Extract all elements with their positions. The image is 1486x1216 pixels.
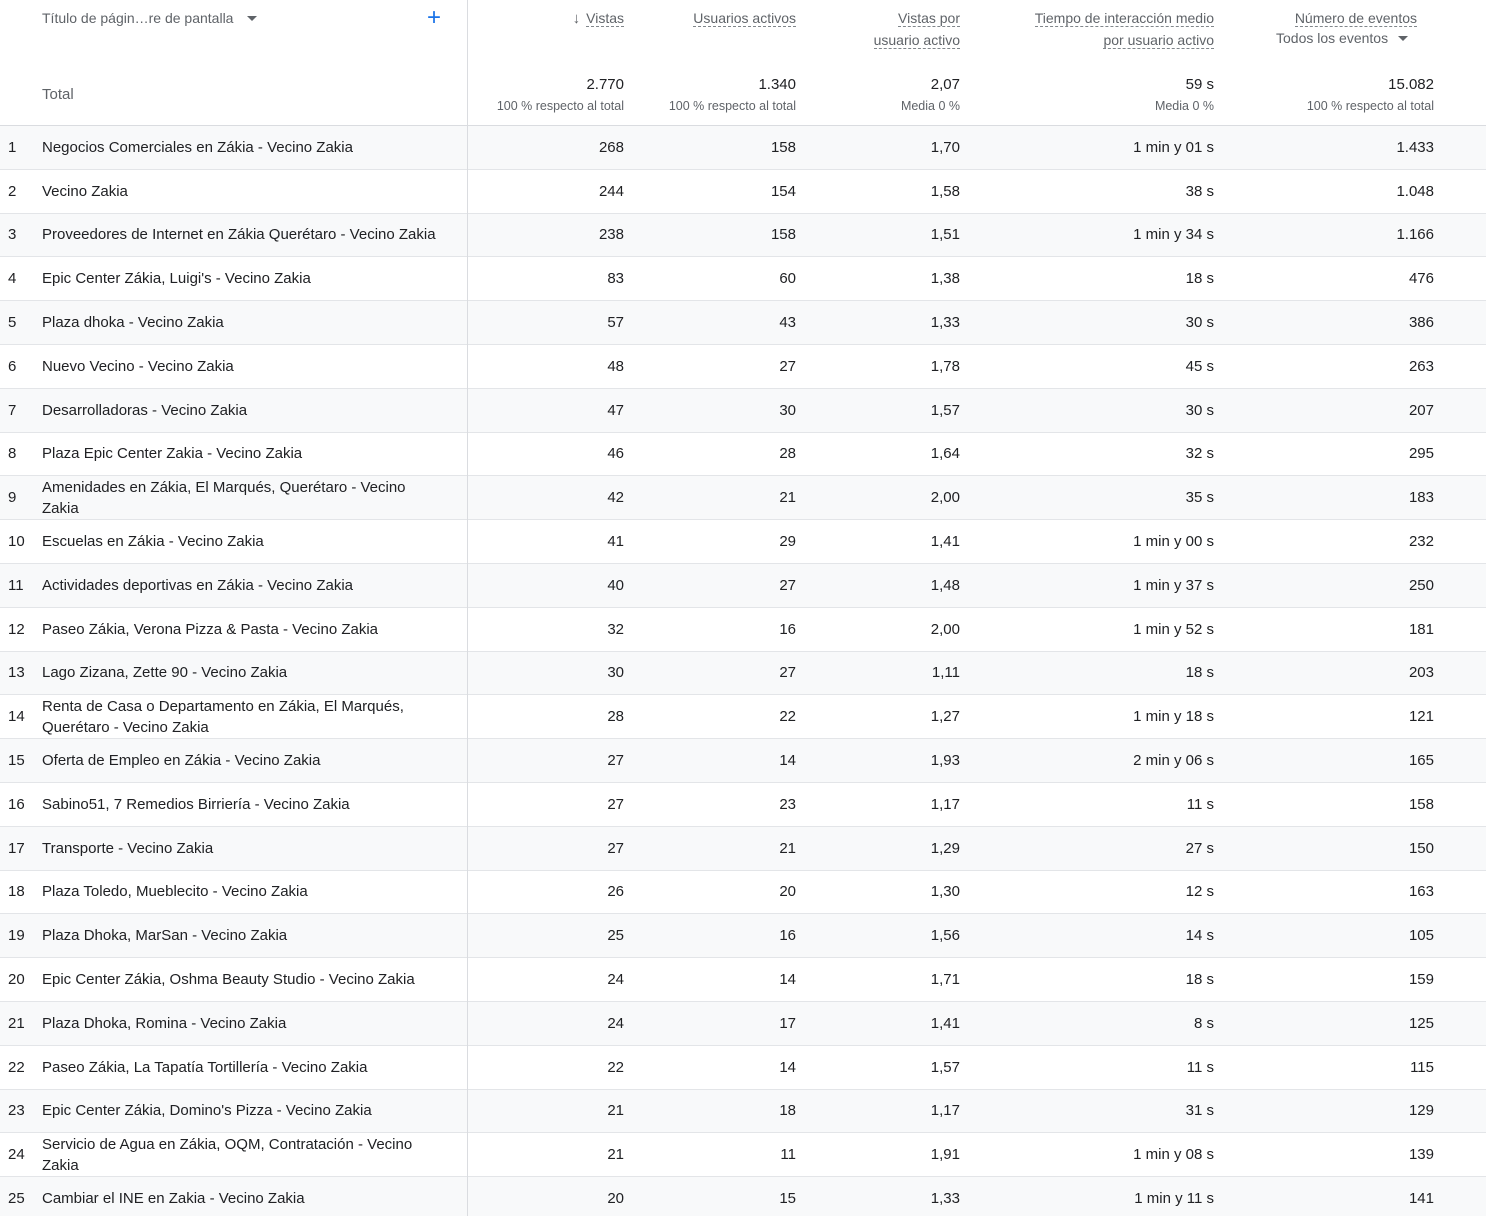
table-row[interactable] bbox=[0, 564, 1486, 608]
total-views-per-user-sub: Media 0 % bbox=[900, 99, 960, 113]
engagement-header-line2: por usuario activo bbox=[1103, 32, 1214, 48]
engagement-time-cell: 1 min y 52 s bbox=[1133, 620, 1214, 638]
views-cell: 46 bbox=[607, 445, 624, 463]
total-views-per-user bbox=[901, 74, 960, 116]
active-users-cell: 14 bbox=[779, 752, 796, 770]
total-views-value: 2.770 bbox=[586, 76, 624, 93]
page-title-cell[interactable]: Plaza dhoka - Vecino Zakia bbox=[42, 314, 224, 332]
engagement-time-cell: 18 s bbox=[1185, 971, 1214, 989]
page-title-cell[interactable]: Escuelas en Zákia - Vecino Zakia bbox=[42, 533, 264, 551]
table-row[interactable] bbox=[0, 1177, 1486, 1216]
page-title-cell[interactable]: Plaza Dhoka, Romina - Vecino Zakia bbox=[42, 1014, 287, 1032]
total-active-users-value: 1.340 bbox=[758, 76, 796, 93]
table-body bbox=[0, 126, 1486, 1216]
total-label: Total bbox=[42, 86, 74, 103]
views-cell: 24 bbox=[607, 1014, 624, 1032]
engagement-time-cell: 12 s bbox=[1185, 883, 1214, 901]
add-dimension-icon[interactable]: + bbox=[427, 4, 442, 31]
events-cell: 1.166 bbox=[1396, 226, 1434, 244]
views-cell: 42 bbox=[607, 489, 624, 507]
row-index: 9 bbox=[8, 489, 17, 507]
views-cell: 47 bbox=[607, 401, 624, 419]
total-events bbox=[1307, 74, 1434, 116]
page-title-cell[interactable]: Epic Center Zákia, Oshma Beauty Studio - Vecino Zakia bbox=[42, 971, 415, 989]
total-events-sub: 100 % respecto al total bbox=[1306, 99, 1434, 113]
events-cell: 115 bbox=[1410, 1058, 1434, 1076]
page-title-cell[interactable]: Actividades deportivas en Zákia - Vecino Zakia bbox=[42, 576, 353, 594]
table-row[interactable] bbox=[0, 827, 1486, 871]
page-title-cell[interactable]: Sabino51, 7 Remedios Birriería - Vecino Zakia bbox=[42, 795, 350, 813]
active-users-cell: 20 bbox=[779, 883, 796, 901]
views-cell: 27 bbox=[607, 752, 624, 770]
page-title-cell[interactable]: Epic Center Zákia, Domino's Pizza - Vecino Zakia bbox=[42, 1102, 372, 1120]
views-cell: 30 bbox=[607, 664, 624, 682]
views-per-user-cell: 2,00 bbox=[930, 489, 960, 507]
views-cell: 268 bbox=[598, 138, 624, 156]
engagement-time-cell: 1 min y 01 s bbox=[1133, 138, 1214, 156]
events-cell: 129 bbox=[1408, 1102, 1434, 1120]
engagement-time-cell: 18 s bbox=[1185, 664, 1214, 682]
page-title-cell[interactable]: Desarrolladoras - Vecino Zakia bbox=[42, 401, 248, 419]
active-users-cell: 27 bbox=[779, 357, 796, 375]
table-row[interactable] bbox=[0, 695, 1486, 739]
views-cell: 28 bbox=[607, 708, 624, 726]
events-cell: 183 bbox=[1408, 489, 1434, 507]
views-per-user-cell: 1,33 bbox=[930, 1190, 960, 1208]
engagement-time-cell: 35 s bbox=[1185, 489, 1214, 507]
row-index: 6 bbox=[8, 357, 17, 375]
row-index: 19 bbox=[8, 927, 25, 945]
row-index: 7 bbox=[8, 401, 17, 419]
engagement-time-cell: 45 s bbox=[1185, 357, 1214, 375]
active-users-cell: 18 bbox=[779, 1102, 796, 1120]
active-users-cell: 16 bbox=[779, 620, 796, 638]
row-index: 8 bbox=[8, 445, 17, 463]
total-engagement-sub: Media 0 % bbox=[1154, 99, 1214, 113]
row-index: 10 bbox=[8, 533, 25, 551]
views-cell: 20 bbox=[607, 1190, 624, 1208]
views-per-user-cell: 1,41 bbox=[930, 533, 960, 551]
engagement-time-cell: 14 s bbox=[1185, 927, 1214, 945]
views-cell: 27 bbox=[607, 795, 624, 813]
table-row[interactable] bbox=[0, 958, 1486, 1002]
page-title-cell[interactable]: Amenidades en Zákia, El Marqués, Querétaro - Vecino Zakia bbox=[42, 478, 406, 517]
active-users-cell: 43 bbox=[779, 314, 796, 332]
row-index: 18 bbox=[8, 883, 25, 901]
row-index: 3 bbox=[8, 226, 17, 244]
engagement-header-line1: Tiempo de interacción medio bbox=[1034, 10, 1214, 26]
views-per-user-cell: 1,71 bbox=[930, 971, 960, 989]
table-row[interactable] bbox=[0, 301, 1486, 345]
engagement-time-cell: 8 s bbox=[1193, 1014, 1214, 1032]
events-header-label: Número de eventos bbox=[1294, 10, 1417, 26]
table-row[interactable] bbox=[0, 1002, 1486, 1046]
row-index: 20 bbox=[8, 971, 25, 989]
events-cell: 476 bbox=[1408, 270, 1434, 288]
column-header-views-per-user[interactable] bbox=[874, 7, 960, 51]
total-views bbox=[497, 74, 624, 116]
column-header-views[interactable] bbox=[573, 7, 624, 30]
active-users-cell: 22 bbox=[779, 708, 796, 726]
engagement-time-cell: 1 min y 18 s bbox=[1133, 708, 1214, 726]
views-per-user-cell: 1,11 bbox=[931, 664, 960, 682]
active-users-cell: 17 bbox=[779, 1014, 796, 1032]
events-cell: 181 bbox=[1408, 620, 1434, 638]
table-row[interactable] bbox=[0, 126, 1486, 170]
views-per-user-cell: 1,58 bbox=[930, 182, 960, 200]
events-cell: 207 bbox=[1408, 401, 1434, 419]
views-per-user-cell: 1,91 bbox=[930, 1146, 960, 1164]
engagement-time-cell: 1 min y 08 s bbox=[1133, 1146, 1214, 1164]
column-header-events[interactable] bbox=[1295, 7, 1417, 29]
active-users-cell: 158 bbox=[770, 138, 796, 156]
table-header bbox=[0, 0, 1486, 126]
active-users-cell: 16 bbox=[779, 927, 796, 945]
events-cell: 163 bbox=[1408, 883, 1434, 901]
page-title-cell[interactable]: Lago Zizana, Zette 90 - Vecino Zakia bbox=[42, 664, 288, 682]
page-title-cell[interactable]: Cambiar el INE en Zakia - Vecino Zakia bbox=[42, 1190, 305, 1208]
page-title-cell[interactable]: Proveedores de Internet en Zákia Querétaro - Vecino Zakia bbox=[42, 226, 436, 244]
table-row[interactable] bbox=[0, 476, 1486, 520]
events-cell: 165 bbox=[1408, 752, 1434, 770]
row-index: 11 bbox=[8, 576, 24, 594]
events-cell: 295 bbox=[1408, 445, 1434, 463]
table-row[interactable] bbox=[0, 1090, 1486, 1134]
table-row[interactable] bbox=[0, 608, 1486, 652]
page-title-cell[interactable]: Negocios Comerciales en Zákia - Vecino Zakia bbox=[42, 138, 353, 156]
engagement-time-cell: 11 s bbox=[1186, 1058, 1214, 1076]
table-row[interactable] bbox=[0, 914, 1486, 958]
engagement-time-cell: 27 s bbox=[1185, 839, 1214, 857]
events-cell: 263 bbox=[1408, 357, 1434, 375]
views-per-user-header-line1: Vistas por bbox=[898, 10, 960, 26]
engagement-time-cell: 31 s bbox=[1185, 1102, 1214, 1120]
table-row[interactable] bbox=[0, 739, 1486, 783]
views-header-label: Vistas bbox=[586, 10, 624, 26]
event-filter-dropdown[interactable] bbox=[1276, 30, 1408, 46]
views-per-user-cell: 1,93 bbox=[930, 752, 960, 770]
views-cell: 24 bbox=[607, 971, 624, 989]
active-users-cell: 15 bbox=[779, 1190, 796, 1208]
views-cell: 48 bbox=[607, 357, 624, 375]
events-cell: 158 bbox=[1408, 795, 1434, 813]
views-per-user-cell: 1,33 bbox=[930, 314, 960, 332]
views-per-user-cell: 1,38 bbox=[930, 270, 960, 288]
total-engagement-value: 59 s bbox=[1185, 76, 1214, 93]
page-title-cell[interactable]: Plaza Toledo, Mueblecito - Vecino Zakia bbox=[42, 883, 308, 901]
events-cell: 1.048 bbox=[1396, 182, 1434, 200]
active-users-cell: 158 bbox=[770, 226, 796, 244]
views-per-user-cell: 1,57 bbox=[930, 1058, 960, 1076]
table-row[interactable] bbox=[0, 1046, 1486, 1090]
page-title-cell[interactable]: Renta de Casa o Departamento en Zákia, El Marqués, Querétaro - Vecino Zakia bbox=[42, 697, 404, 736]
row-index: 23 bbox=[8, 1102, 25, 1120]
table-row[interactable] bbox=[0, 520, 1486, 564]
events-cell: 121 bbox=[1408, 708, 1434, 726]
total-active-users bbox=[669, 74, 796, 116]
row-index: 1 bbox=[8, 138, 17, 156]
event-filter-label: Todos los eventos bbox=[1276, 30, 1389, 46]
page-title-cell[interactable]: Plaza Epic Center Zakia - Vecino Zakia bbox=[42, 445, 303, 463]
events-cell: 139 bbox=[1408, 1146, 1434, 1164]
caret-down-icon bbox=[247, 16, 257, 21]
page-title-cell[interactable]: Nuevo Vecino - Vecino Zakia bbox=[42, 357, 234, 375]
row-index: 2 bbox=[8, 182, 17, 200]
total-views-sub: 100 % respecto al total bbox=[496, 99, 624, 113]
views-per-user-cell: 1,70 bbox=[930, 138, 960, 156]
views-per-user-cell: 1,17 bbox=[930, 795, 960, 813]
views-cell: 26 bbox=[607, 883, 624, 901]
column-header-engagement-time[interactable] bbox=[1035, 7, 1214, 51]
active-users-cell: 29 bbox=[779, 533, 796, 551]
row-index: 13 bbox=[8, 664, 25, 682]
events-cell: 1.433 bbox=[1396, 138, 1434, 156]
row-index: 5 bbox=[8, 314, 17, 332]
row-index: 14 bbox=[8, 708, 25, 726]
active-users-header-label: Usuarios activos bbox=[693, 10, 796, 26]
engagement-time-cell: 1 min y 11 s bbox=[1134, 1190, 1214, 1208]
views-cell: 21 bbox=[607, 1102, 624, 1120]
views-cell: 32 bbox=[607, 620, 624, 638]
views-cell: 27 bbox=[607, 839, 624, 857]
events-cell: 159 bbox=[1408, 971, 1434, 989]
events-cell: 141 bbox=[1408, 1190, 1434, 1208]
views-per-user-cell: 1,30 bbox=[930, 883, 960, 901]
engagement-time-cell: 1 min y 37 s bbox=[1133, 576, 1214, 594]
table-row[interactable] bbox=[0, 345, 1486, 389]
table-row[interactable] bbox=[0, 783, 1486, 827]
views-cell: 22 bbox=[607, 1058, 624, 1076]
page-title-cell[interactable]: Epic Center Zákia, Luigi's - Vecino Zakia bbox=[42, 270, 311, 288]
active-users-cell: 14 bbox=[779, 1058, 796, 1076]
views-per-user-cell: 1,64 bbox=[930, 445, 960, 463]
events-cell: 105 bbox=[1408, 927, 1434, 945]
events-cell: 232 bbox=[1408, 533, 1434, 551]
active-users-cell: 27 bbox=[779, 576, 796, 594]
views-cell: 57 bbox=[607, 314, 624, 332]
row-index: 24 bbox=[8, 1146, 25, 1164]
page-title-cell[interactable]: Plaza Dhoka, MarSan - Vecino Zakia bbox=[42, 927, 288, 945]
total-events-value: 15.082 bbox=[1388, 76, 1434, 93]
dimension-label: Título de págin…re de pantalla bbox=[42, 10, 234, 26]
engagement-time-cell: 1 min y 00 s bbox=[1133, 533, 1214, 551]
engagement-time-cell: 11 s bbox=[1186, 795, 1214, 813]
active-users-cell: 154 bbox=[770, 182, 796, 200]
views-cell: 25 bbox=[607, 927, 624, 945]
column-divider bbox=[467, 0, 468, 1216]
table-row[interactable] bbox=[0, 170, 1486, 214]
table-row[interactable] bbox=[0, 257, 1486, 301]
events-cell: 125 bbox=[1408, 1014, 1434, 1032]
row-index: 16 bbox=[8, 795, 25, 813]
views-per-user-cell: 2,00 bbox=[930, 620, 960, 638]
total-active-users-sub: 100 % respecto al total bbox=[668, 99, 796, 113]
views-per-user-header-line2: usuario activo bbox=[873, 32, 960, 48]
active-users-cell: 27 bbox=[779, 664, 796, 682]
active-users-cell: 21 bbox=[779, 489, 796, 507]
row-index: 15 bbox=[8, 752, 25, 770]
views-per-user-cell: 1,29 bbox=[930, 839, 960, 857]
views-cell: 83 bbox=[607, 270, 624, 288]
table-row[interactable] bbox=[0, 433, 1486, 477]
active-users-cell: 21 bbox=[779, 839, 796, 857]
views-cell: 40 bbox=[607, 576, 624, 594]
dimension-selector[interactable] bbox=[42, 10, 257, 26]
table-row[interactable] bbox=[0, 871, 1486, 915]
table-row[interactable] bbox=[0, 214, 1486, 258]
views-cell: 41 bbox=[607, 533, 624, 551]
active-users-cell: 60 bbox=[779, 270, 796, 288]
active-users-cell: 11 bbox=[780, 1146, 796, 1164]
total-views-per-user-value: 2,07 bbox=[930, 76, 960, 93]
table-row[interactable] bbox=[0, 652, 1486, 696]
row-index: 25 bbox=[8, 1190, 25, 1208]
page-title-cell[interactable]: Vecino Zakia bbox=[42, 182, 128, 200]
page-title-cell[interactable]: Paseo Zákia, La Tapatía Tortillería - Vecino Zakia bbox=[42, 1058, 368, 1076]
active-users-cell: 14 bbox=[779, 971, 796, 989]
page-title-cell[interactable]: Oferta de Empleo en Zákia - Vecino Zakia bbox=[42, 752, 321, 770]
row-index: 12 bbox=[8, 620, 25, 638]
events-cell: 386 bbox=[1408, 314, 1434, 332]
engagement-time-cell: 30 s bbox=[1185, 314, 1214, 332]
engagement-time-cell: 38 s bbox=[1185, 182, 1214, 200]
views-per-user-cell: 1,17 bbox=[930, 1102, 960, 1120]
engagement-time-cell: 30 s bbox=[1185, 401, 1214, 419]
views-per-user-cell: 1,78 bbox=[930, 357, 960, 375]
sort-arrow-down-icon: ↓ bbox=[572, 10, 581, 27]
events-cell: 250 bbox=[1408, 576, 1434, 594]
engagement-time-cell: 18 s bbox=[1185, 270, 1214, 288]
page-title-cell[interactable]: Transporte - Vecino Zakia bbox=[42, 839, 214, 857]
views-per-user-cell: 1,56 bbox=[930, 927, 960, 945]
active-users-cell: 23 bbox=[779, 795, 796, 813]
views-per-user-cell: 1,48 bbox=[930, 576, 960, 594]
views-per-user-cell: 1,57 bbox=[930, 401, 960, 419]
engagement-time-cell: 2 min y 06 s bbox=[1133, 752, 1214, 770]
caret-down-icon bbox=[1398, 36, 1408, 41]
events-cell: 203 bbox=[1408, 664, 1434, 682]
total-engagement bbox=[1155, 74, 1214, 116]
views-cell: 21 bbox=[607, 1146, 624, 1164]
table-row[interactable] bbox=[0, 389, 1486, 433]
views-per-user-cell: 1,27 bbox=[930, 708, 960, 726]
row-index: 17 bbox=[8, 839, 25, 857]
row-index: 4 bbox=[8, 270, 17, 288]
engagement-time-cell: 1 min y 34 s bbox=[1133, 226, 1214, 244]
views-cell: 238 bbox=[598, 226, 624, 244]
page-title-cell[interactable]: Paseo Zákia, Verona Pizza & Pasta - Vecino Zakia bbox=[42, 620, 379, 638]
engagement-time-cell: 32 s bbox=[1185, 445, 1214, 463]
active-users-cell: 30 bbox=[779, 401, 796, 419]
row-index: 21 bbox=[8, 1014, 25, 1032]
page-title-cell[interactable]: Servicio de Agua en Zákia, OQM, Contratación - Vecino Zakia bbox=[42, 1135, 413, 1174]
views-per-user-cell: 1,51 bbox=[930, 226, 960, 244]
column-header-active-users[interactable] bbox=[693, 7, 796, 29]
table-row[interactable] bbox=[0, 1133, 1486, 1177]
views-cell: 244 bbox=[598, 182, 624, 200]
active-users-cell: 28 bbox=[779, 445, 796, 463]
events-cell: 150 bbox=[1408, 839, 1434, 857]
views-per-user-cell: 1,41 bbox=[930, 1014, 960, 1032]
row-index: 22 bbox=[8, 1058, 25, 1076]
